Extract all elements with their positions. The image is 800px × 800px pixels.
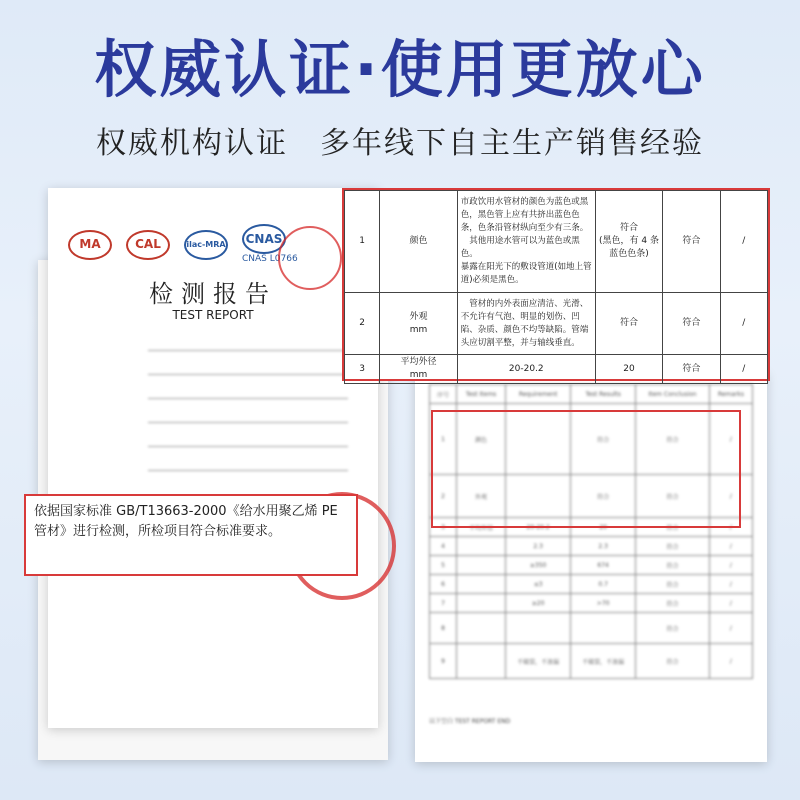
cma-logo: MA (68, 230, 112, 260)
row-2-no: 2 (345, 293, 380, 355)
report-cover (48, 188, 378, 728)
ilac-mra-logo: ilac-MRA (184, 230, 228, 260)
row-1-item: 颜色 (380, 191, 458, 293)
row-1-requirement: 市政饮用水管材的颜色为蓝色或黑色，黑色管上应有共挤出蓝色色条，色条沿管材纵向至少有三条。 其他用途水管可以为蓝色或黑色。 暴露在阳光下的敷设管道(如地上管道)必须是黑色。 (457, 191, 595, 293)
row-2-conclusion: 符合 (663, 293, 720, 355)
row-3-item: 平均外径 mm (380, 355, 458, 384)
conclusion-note: 依据国家标准 GB/T13663-2000《给水用聚乙烯 PE 管材》进行检测，所检项目符合标准要求。 (24, 494, 358, 576)
highlight-results-table (342, 188, 770, 381)
row-2-item: 外观 mm (380, 293, 458, 355)
cal-logo: CAL (126, 230, 170, 260)
subheadline: 权威机构认证 多年线下自主生产销售经验 (96, 126, 704, 161)
report-results-page: 序号 Test Items Requirement Test Results Item Conclusion Remarks 1 颜色 符合 符合 / 2 外观 符合 符合 / 3 平均外径 20-20.2 20 符合 / 4 2.3 2.3 符合 / 5 ≥350 674 符合 / 6 ≤3 0.7 符合 / 7 ≥20 >70 符合 / 8 符合 / 9 不破裂，不渗漏 不破裂，不渗漏 符合 / 以下空白 TEST REPORT END (415, 372, 767, 762)
row-3-result: 20 (595, 355, 662, 384)
row-1-no: 1 (345, 191, 380, 293)
report-title: 检测报告 (149, 280, 277, 308)
row-2-requirement: 管材的内外表面应清洁、光滑、不允许有气泡、明显的划伤、凹陷、杂质、颜色不均等缺陷。管端头应切割平整，并与轴线垂直。 (457, 293, 595, 355)
row-3-remarks: / (720, 355, 767, 384)
row-3-conclusion: 符合 (663, 355, 720, 384)
report-fields (88, 338, 348, 482)
cnas-logo: CNAS CNAS L0766 (242, 224, 298, 265)
headline: 权威认证·使用更放心 (94, 33, 706, 106)
row-2-result: 符合 (595, 293, 662, 355)
row-3-requirement: 20-20.2 (457, 355, 595, 384)
red-seal-icon (278, 226, 342, 290)
results-highlight-box (431, 410, 741, 528)
row-1-remarks: / (720, 191, 767, 293)
report-end: 以下空白 TEST REPORT END (429, 718, 511, 725)
row-2-remarks: / (720, 293, 767, 355)
row-1-conclusion: 符合 (663, 191, 720, 293)
report-title-en: TEST REPORT (172, 308, 254, 322)
row-1-result: 符合 (黑色，有 4 条蓝色色条) (595, 191, 662, 293)
row-3-no: 3 (345, 355, 380, 384)
